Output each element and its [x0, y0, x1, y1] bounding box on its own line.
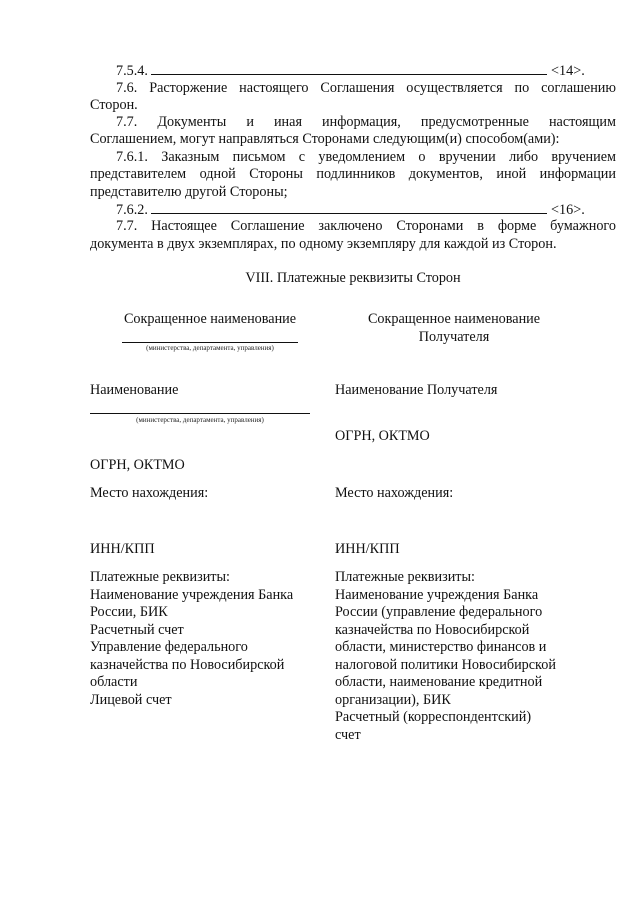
right-payment-line: счет — [335, 726, 361, 743]
section-title: VIII. Платежные реквизиты Сторон — [245, 270, 461, 286]
clause-7-6-cont: Сторон. — [90, 97, 138, 113]
left-name-line — [90, 413, 310, 414]
footnote-ref: <16>. — [551, 202, 585, 218]
right-payment-line: России (управление федерального — [335, 604, 543, 620]
clause-7-6-2 — [90, 201, 616, 220]
left-inn-label: ИНН/КПП — [90, 541, 155, 557]
clause-7-7a-line1: 7.7. Документы и иная информация, предусмотренные настоящим — [116, 114, 616, 130]
right-payment-line: казначейства по Новосибирской — [335, 621, 530, 638]
left-payment-line: Платежные реквизиты: — [90, 569, 230, 585]
left-location-label: Место нахождения: — [90, 485, 209, 501]
clause-number: 7.5.4. — [116, 63, 148, 79]
left-payment-details — [90, 569, 320, 709]
left-payment-line: Управление федерального — [90, 639, 248, 655]
left-name-hint: (министерства, департамента, управления) — [136, 416, 264, 424]
blank-line — [151, 201, 547, 214]
clause-7-7a-line2: Соглашением, могут направляться Сторонами следующим(и) способом(ами): — [90, 131, 560, 147]
right-name-label: Наименование Получателя — [335, 382, 498, 398]
right-payment-line: организации), БИК — [335, 691, 451, 708]
right-payment-line: Платежные реквизиты: — [335, 569, 475, 585]
left-ogrn-label: ОГРН, ОКТМО — [90, 457, 185, 473]
clause-7-6-1-line1: 7.6.1. Заказным письмом с уведомлением о вручении либо вручением — [116, 149, 616, 165]
right-payment-line: области, наименование кредитной — [335, 674, 543, 690]
left-payment-line: казначейства по Новосибирской — [90, 656, 285, 673]
left-payment-line: Наименование учреждения Банка — [90, 586, 294, 603]
right-location-label: Место нахождения: — [335, 485, 454, 501]
clause-7-7b-line1: 7.7. Настоящее Соглашение заключено Сторонами в форме бумажного — [116, 218, 616, 234]
left-payment-line: России, БИК — [90, 604, 168, 620]
left-short-name-label: Сокращенное наименование — [123, 311, 297, 327]
right-short-name-label — [335, 311, 573, 346]
left-payment-line: Лицевой счет — [90, 691, 172, 708]
right-payment-line: Расчетный (корреспондентский) — [335, 709, 532, 725]
right-payment-line: налоговой политики Новосибирской — [335, 656, 556, 673]
clause-7-7b-line2: документа в двух экземплярах, по одному экземпляру для каждой из Сторон. — [90, 236, 557, 252]
clause-7-6: 7.6. Расторжение настоящего Соглашения осуществляется по соглашению — [116, 80, 616, 96]
clause-number: 7.6.2. — [116, 202, 148, 218]
right-short-name-line2: Получателя — [418, 328, 490, 345]
right-payment-line: Наименование учреждения Банка — [335, 586, 539, 603]
footnote-ref: <14>. — [551, 63, 585, 79]
clause-7-6-1-line2: представителем одной Стороны подлинников документов, иной информации — [90, 166, 616, 182]
right-ogrn-label: ОГРН, ОКТМО — [335, 428, 430, 444]
blank-line — [151, 62, 547, 75]
clause-7-5-4 — [90, 62, 616, 81]
right-payment-line: области, министерство финансов и — [335, 639, 547, 655]
left-payment-line: области — [90, 674, 138, 690]
right-short-name-line1: Сокращенное наименование — [367, 311, 541, 327]
left-name-label: Наименование — [90, 382, 179, 398]
right-payment-details — [335, 569, 595, 744]
right-inn-label: ИНН/КПП — [335, 541, 400, 557]
left-short-name-hint: (министерства, департамента, управления) — [146, 344, 274, 352]
left-short-name-line — [122, 342, 298, 343]
clause-7-6-1-line3: представителю другой Стороны; — [90, 184, 288, 200]
left-payment-line: Расчетный счет — [90, 621, 184, 638]
